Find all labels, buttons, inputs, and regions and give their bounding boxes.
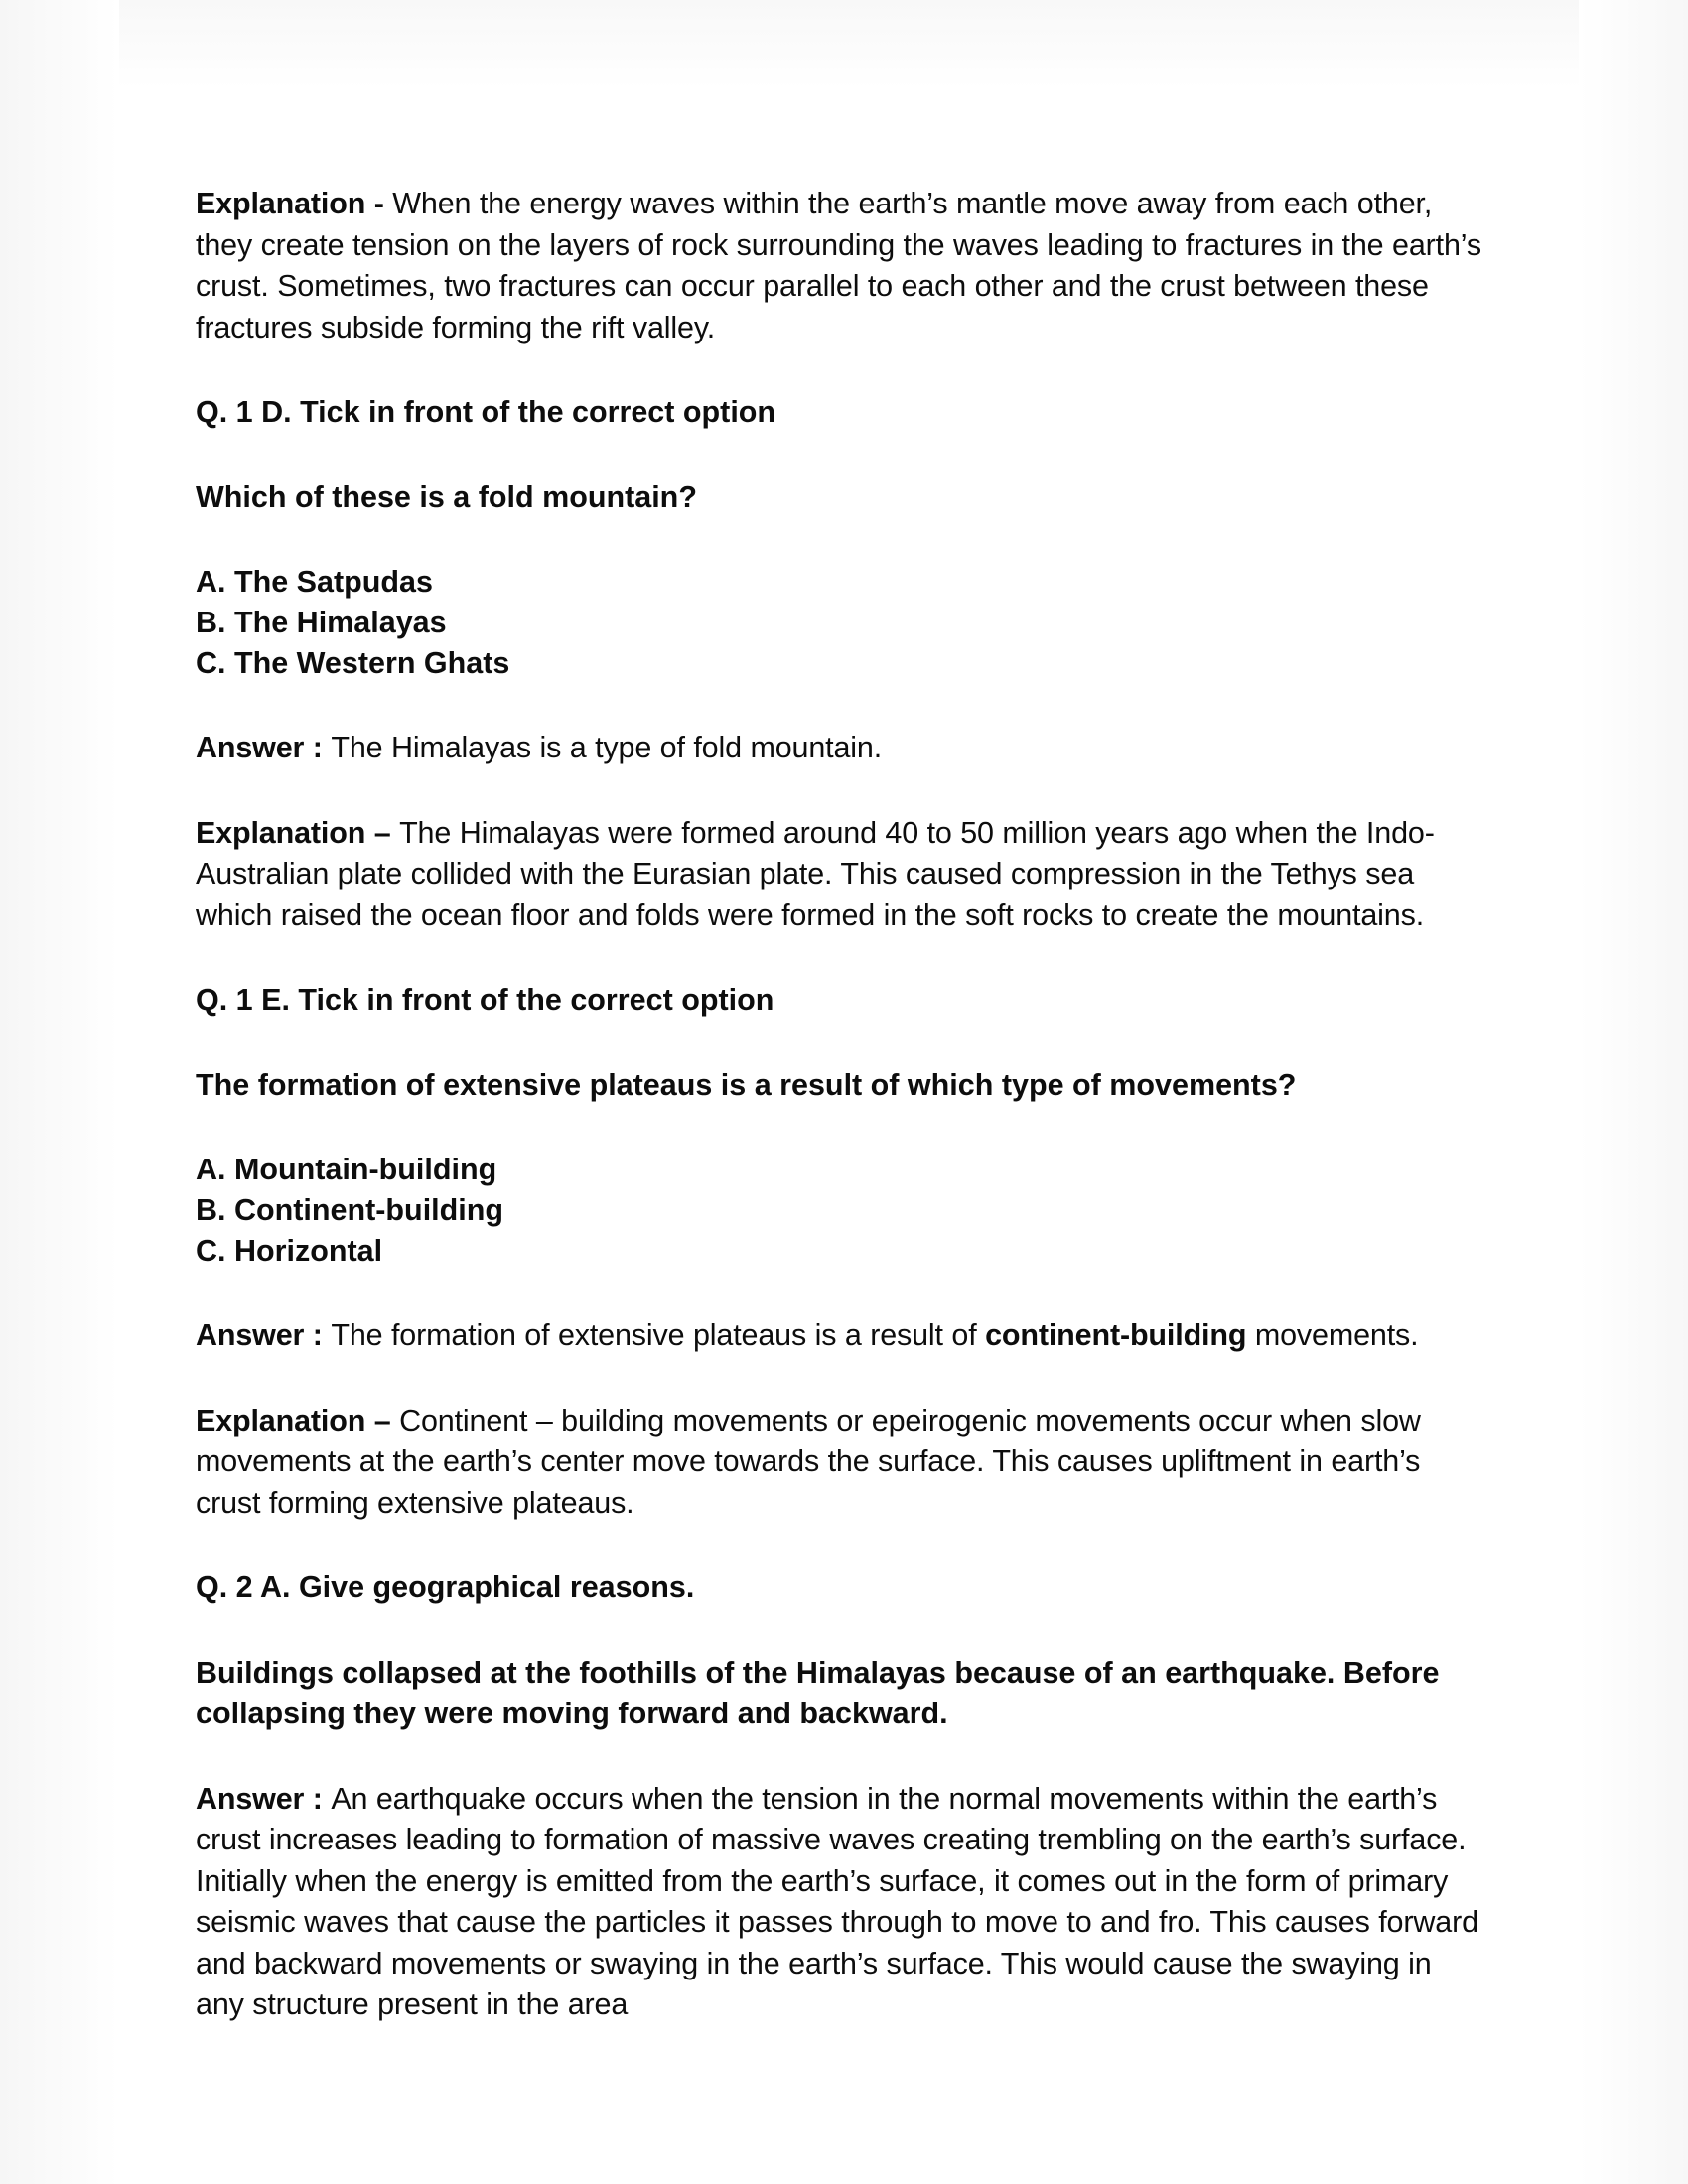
q1e-question: The formation of extensive plateaus is a result of which type of movements? [196, 1067, 1297, 1102]
q1e-option-c[interactable]: C. Horizontal [196, 1234, 383, 1268]
q1d-answer-text: The Himalayas is a type of fold mountain. [331, 731, 883, 764]
answer-label: Answer : [196, 1318, 332, 1352]
q1e-answer-text-after: movements. [1246, 1318, 1419, 1352]
q1e-explanation-paragraph [196, 1401, 1486, 1525]
q1d-explanation-text: The Himalayas were formed around 40 to 50 million years ago when the Indo-Australian plate collided with the Eurasian plate. This caused compression in the Tethys sea which raised the ocean floor and folds were formed in the soft rocks to create the mountains. [196, 815, 1435, 932]
answer-label: Answer : [196, 731, 332, 764]
q1e-answer-text-before: The formation of extensive plateaus is a result of [331, 1318, 986, 1352]
q1e-option-b[interactable]: B. Continent-building [196, 1193, 504, 1227]
q2a-answer-paragraph [196, 1779, 1486, 2026]
scan-shading-top [0, 0, 1688, 89]
document-body [196, 184, 1486, 2026]
answer-label: Answer : [196, 1781, 332, 1816]
q2a-question: Buildings collapsed at the foothills of the Himalayas because of an earthquake. Before collapsing they were moving forward and backward. [196, 1655, 1440, 1730]
q2a-heading: Q. 2 A. Give geographical reasons. [196, 1570, 695, 1604]
q2a-answer-text: An earthquake occurs when the tension in the normal movements within the earth’s crust increases leading to formation of massive waves creating trembling on the earth’s surface. Initially when the energy is emitted from the earth’s surface, it comes out in the form of primary seismic waves that cause the particles it passes through to move to and fro. This causes forward and backward movements or swaying in the earth’s surface. This would cause the swaying in any structure present in the area [196, 1781, 1478, 2021]
explanation-rift-valley-paragraph [196, 184, 1486, 348]
explanation-text: When the energy waves within the earth’s mantle move away from each other, they create tension on the layers of rock surrounding the waves leading to fractures in the earth’s crust. Sometimes, two fractures can occur parallel to each other and the crust between these fractures subside forming the rift valley. [196, 187, 1481, 344]
q1d-options [196, 562, 1486, 684]
q1d-answer-paragraph [196, 728, 1486, 769]
q1d-option-b[interactable]: B. The Himalayas [196, 606, 447, 639]
explanation-label: Explanation – [196, 1403, 400, 1437]
q1e-option-a[interactable]: A. Mountain-building [196, 1153, 497, 1186]
scan-shading-left [0, 0, 119, 2184]
explanation-label: Explanation - [196, 187, 393, 220]
q1d-explanation-paragraph [196, 813, 1486, 937]
q1e-explanation-text: Continent – building movements or epeirogenic movements occur when slow movements at the earth’s center move towards the surface. This causes upliftment in earth’s crust forming extensive plateaus. [196, 1403, 1421, 1520]
q1d-option-c[interactable]: C. The Western Ghats [196, 646, 510, 680]
q1e-answer-emphasis: continent-building [985, 1318, 1247, 1352]
q1d-question: Which of these is a fold mountain? [196, 479, 697, 514]
explanation-label: Explanation – [196, 815, 400, 850]
scan-shading-right [1579, 0, 1688, 2184]
q1d-option-a[interactable]: A. The Satpudas [196, 565, 433, 599]
q1e-answer-paragraph [196, 1315, 1486, 1357]
q1d-heading: Q. 1 D. Tick in front of the correct option [196, 395, 776, 429]
q1e-heading: Q. 1 E. Tick in front of the correct option [196, 983, 774, 1017]
q1e-options [196, 1150, 1486, 1272]
